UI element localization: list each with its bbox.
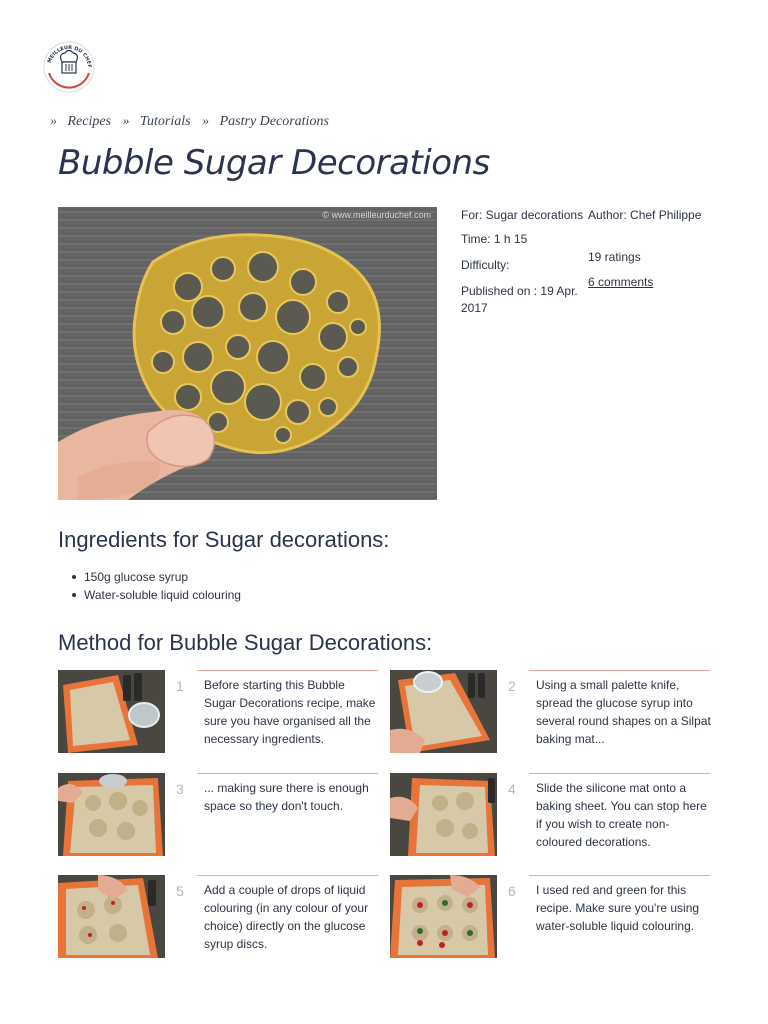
breadcrumb-separator: » [122, 114, 130, 129]
step-number: 4 [508, 781, 516, 797]
method-heading: Method for Bubble Sugar Decorations: [58, 630, 433, 655]
ingredients-heading: Ingredients for Sugar decorations: [58, 527, 390, 552]
meta-difficulty: Difficulty: [461, 258, 510, 272]
step-text: Slide the silicone mat onto a baking sheet. You can stop here if you wish to create non-coloured decorations. [536, 781, 707, 849]
step-text: Before starting this Bubble Sugar Decorations recipe, make sure you have organised all the necessary ingredients. [204, 678, 376, 746]
breadcrumb-link-recipes[interactable]: Recipes [67, 114, 112, 129]
step-image [390, 875, 497, 958]
step-divider [529, 670, 710, 671]
step-number: 6 [508, 883, 516, 899]
meta-ratings: 19 ratings [588, 250, 641, 264]
ingredient-item: Water-soluble liquid colouring [70, 586, 241, 604]
step-number: 3 [176, 781, 184, 797]
step-divider [197, 875, 378, 876]
logo-text: MEILLEUR DU CHEF [46, 44, 93, 69]
site-logo[interactable] [42, 40, 96, 94]
step-image [390, 670, 497, 753]
ingredients-list [70, 568, 241, 604]
image-watermark: © www.meilleurduchef.com [322, 210, 431, 220]
step-text: ... making sure there is enough space so they don't touch. [204, 781, 369, 813]
meta-for: For: Sugar decorations [461, 208, 584, 222]
meta-time: Time: 1 h 15 [461, 232, 528, 246]
breadcrumb-separator: » [202, 114, 210, 129]
breadcrumb-link-tutorials[interactable]: Tutorials [140, 114, 191, 129]
method-step [58, 875, 378, 959]
step-text: I used red and green for this recipe. Make sure you're using water-soluble liquid colouring. [536, 883, 700, 933]
method-step [58, 773, 378, 857]
meta-published: Published on : 19 Apr. 2017 [461, 284, 578, 315]
method-step [390, 773, 710, 857]
method-step [58, 670, 378, 754]
ingredient-item: 150g glucose syrup [70, 568, 241, 586]
page-title: Bubble Sugar Decorations [58, 143, 490, 183]
recipe-hero-image [58, 207, 437, 500]
breadcrumb-separator: » [50, 114, 57, 129]
step-image [58, 773, 165, 856]
step-number: 1 [176, 678, 184, 694]
breadcrumb-link-pastry-decorations[interactable]: Pastry Decorations [219, 114, 329, 129]
step-image [58, 670, 165, 753]
step-number: 5 [176, 883, 184, 899]
step-text: Add a couple of drops of liquid colouring (in any colour of your choice) directly on the glucose syrup discs. [204, 883, 369, 951]
breadcrumb [50, 114, 337, 130]
method-step [390, 670, 710, 754]
step-text: Using a small palette knife, spread the glucose syrup into several round shapes on a Silpat baking mat... [536, 678, 711, 746]
method-step [390, 875, 710, 959]
comments-link[interactable]: 6 comments [588, 275, 654, 289]
step-divider [197, 670, 378, 671]
step-number: 2 [508, 678, 516, 694]
step-image [390, 773, 497, 856]
meta-author: Author: Chef Philippe [588, 208, 702, 222]
step-divider [529, 773, 710, 774]
step-image [58, 875, 165, 958]
step-divider [197, 773, 378, 774]
step-divider [529, 875, 710, 876]
